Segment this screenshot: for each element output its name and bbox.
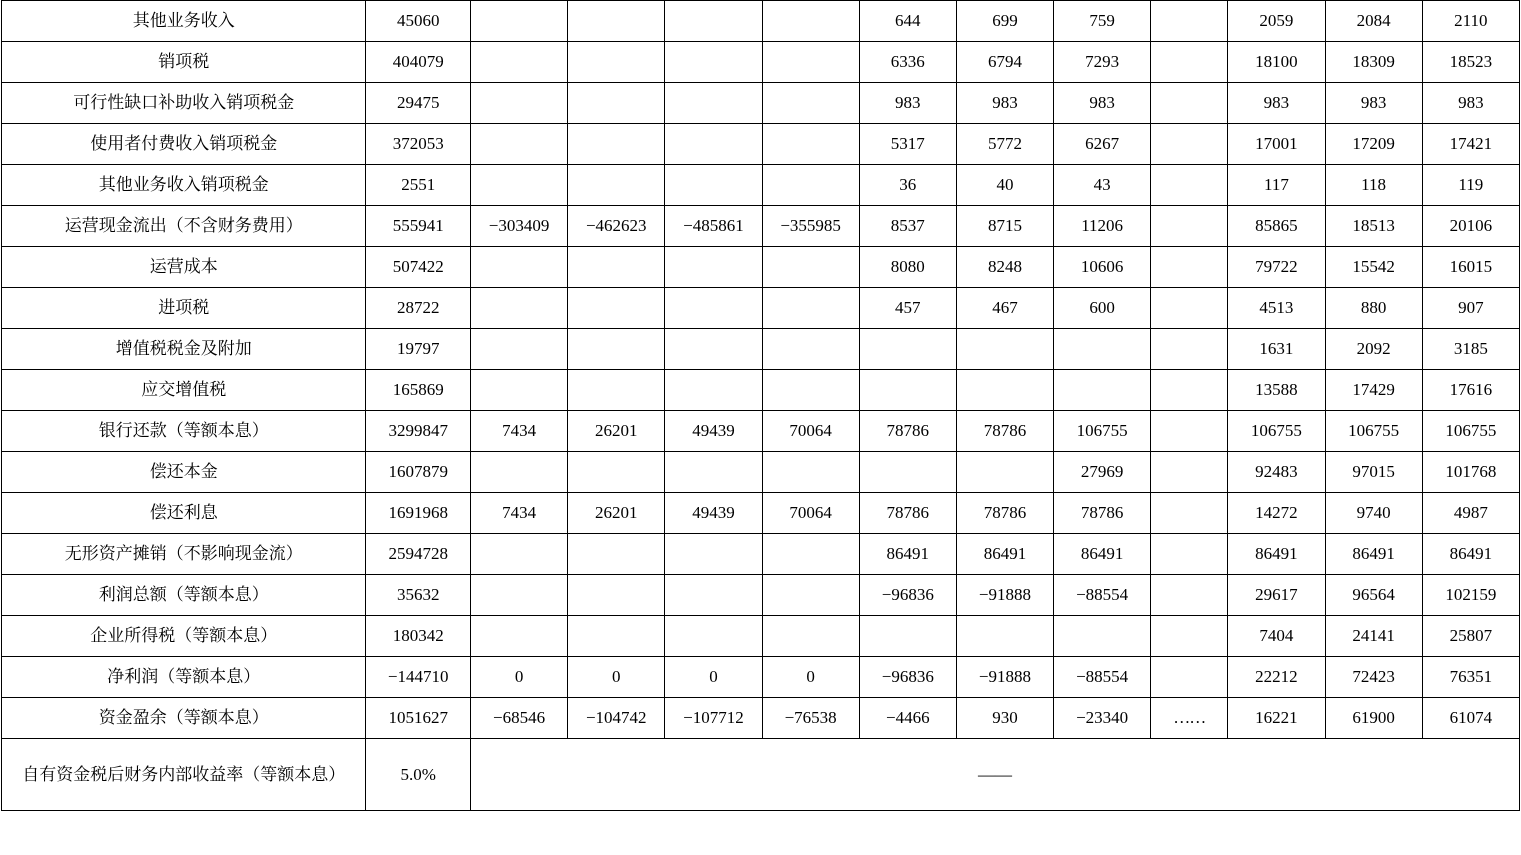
row-cell: 2059 <box>1228 1 1325 42</box>
table-row <box>2 616 1520 657</box>
row-cell: 457 <box>859 288 956 329</box>
row-cell <box>1054 370 1151 411</box>
row-cell-ellipsis: …… <box>1151 698 1228 739</box>
irr-value: 5.0% <box>366 739 471 811</box>
row-cell: 78786 <box>1054 493 1151 534</box>
row-cell <box>956 616 1053 657</box>
table-row <box>2 575 1520 616</box>
row-cell: 2084 <box>1325 1 1422 42</box>
table-body <box>2 1 1520 811</box>
row-cell: 106755 <box>1228 411 1325 452</box>
row-cell: 0 <box>471 657 568 698</box>
row-cell <box>762 1 859 42</box>
row-cell <box>471 124 568 165</box>
row-cell: 28722 <box>366 288 471 329</box>
row-cell <box>471 83 568 124</box>
row-cell-ellipsis <box>1151 493 1228 534</box>
row-label: 无形资产摊销（不影响现金流） <box>2 534 366 575</box>
row-cell: 4987 <box>1422 493 1519 534</box>
row-label: 进项税 <box>2 288 366 329</box>
table-row <box>2 247 1520 288</box>
row-label: 偿还利息 <box>2 493 366 534</box>
row-label: 使用者付费收入销项税金 <box>2 124 366 165</box>
row-cell-ellipsis <box>1151 1 1228 42</box>
row-cell: 180342 <box>366 616 471 657</box>
row-cell <box>665 288 762 329</box>
table-row <box>2 452 1520 493</box>
row-cell: 78786 <box>859 411 956 452</box>
row-cell: 0 <box>762 657 859 698</box>
row-cell: −91888 <box>956 657 1053 698</box>
row-label: 其他业务收入销项税金 <box>2 165 366 206</box>
table-row <box>2 206 1520 247</box>
row-cell: 70064 <box>762 493 859 534</box>
row-cell: 17616 <box>1422 370 1519 411</box>
row-cell: −355985 <box>762 206 859 247</box>
row-cell: 49439 <box>665 411 762 452</box>
irr-dash-cell: —— <box>471 739 1520 811</box>
row-cell: 1607879 <box>366 452 471 493</box>
row-cell <box>471 616 568 657</box>
table-row <box>2 534 1520 575</box>
row-cell <box>1054 616 1151 657</box>
row-cell: −107712 <box>665 698 762 739</box>
row-cell: 7434 <box>471 411 568 452</box>
row-cell: 880 <box>1325 288 1422 329</box>
row-cell: 507422 <box>366 247 471 288</box>
row-cell <box>568 1 665 42</box>
row-cell: 19797 <box>366 329 471 370</box>
table-row-irr <box>2 739 1520 811</box>
row-cell: 17001 <box>1228 124 1325 165</box>
row-cell: 86491 <box>859 534 956 575</box>
row-cell: 759 <box>1054 1 1151 42</box>
row-cell: 1691968 <box>366 493 471 534</box>
row-cell <box>568 575 665 616</box>
row-cell: 600 <box>1054 288 1151 329</box>
row-cell: 6336 <box>859 42 956 83</box>
table-row <box>2 288 1520 329</box>
row-cell: 5772 <box>956 124 1053 165</box>
row-cell: 61900 <box>1325 698 1422 739</box>
row-cell-ellipsis <box>1151 411 1228 452</box>
row-cell: 24141 <box>1325 616 1422 657</box>
row-cell: 2594728 <box>366 534 471 575</box>
row-cell: 117 <box>1228 165 1325 206</box>
row-cell <box>568 534 665 575</box>
row-cell <box>956 370 1053 411</box>
row-cell: 27969 <box>1054 452 1151 493</box>
row-cell: 101768 <box>1422 452 1519 493</box>
row-cell <box>762 124 859 165</box>
row-label: 企业所得税（等额本息） <box>2 616 366 657</box>
row-cell: 22212 <box>1228 657 1325 698</box>
row-cell <box>762 534 859 575</box>
row-cell <box>471 165 568 206</box>
row-cell <box>665 247 762 288</box>
row-label: 运营成本 <box>2 247 366 288</box>
row-cell: 7293 <box>1054 42 1151 83</box>
row-cell-ellipsis <box>1151 165 1228 206</box>
row-cell: −4466 <box>859 698 956 739</box>
row-cell: 983 <box>956 83 1053 124</box>
row-cell-ellipsis <box>1151 206 1228 247</box>
row-cell: 96564 <box>1325 575 1422 616</box>
row-cell: 1051627 <box>366 698 471 739</box>
table-row <box>2 165 1520 206</box>
row-cell: 78786 <box>956 411 1053 452</box>
row-cell: 49439 <box>665 493 762 534</box>
row-cell <box>471 575 568 616</box>
row-cell: −96836 <box>859 657 956 698</box>
row-cell: 3299847 <box>366 411 471 452</box>
row-label: 增值税税金及附加 <box>2 329 366 370</box>
row-cell: 8080 <box>859 247 956 288</box>
row-cell: 92483 <box>1228 452 1325 493</box>
row-cell: −462623 <box>568 206 665 247</box>
row-cell: −68546 <box>471 698 568 739</box>
row-cell: 7434 <box>471 493 568 534</box>
row-cell: 16221 <box>1228 698 1325 739</box>
row-cell <box>762 42 859 83</box>
row-cell: 930 <box>956 698 1053 739</box>
row-cell: 29617 <box>1228 575 1325 616</box>
row-cell: 983 <box>1228 83 1325 124</box>
table-row <box>2 42 1520 83</box>
row-cell-ellipsis <box>1151 247 1228 288</box>
row-cell: 18513 <box>1325 206 1422 247</box>
row-label: 运营现金流出（不含财务费用） <box>2 206 366 247</box>
row-cell: 97015 <box>1325 452 1422 493</box>
row-cell <box>762 329 859 370</box>
row-cell <box>859 329 956 370</box>
row-cell: 35632 <box>366 575 471 616</box>
row-cell <box>762 575 859 616</box>
row-cell: −303409 <box>471 206 568 247</box>
row-cell-ellipsis <box>1151 329 1228 370</box>
row-cell: 3185 <box>1422 329 1519 370</box>
row-cell: 17209 <box>1325 124 1422 165</box>
row-cell: 78786 <box>859 493 956 534</box>
row-cell: 7404 <box>1228 616 1325 657</box>
row-cell: 119 <box>1422 165 1519 206</box>
row-cell: 36 <box>859 165 956 206</box>
row-cell <box>762 452 859 493</box>
row-cell <box>568 616 665 657</box>
row-cell: 13588 <box>1228 370 1325 411</box>
table-row <box>2 698 1520 739</box>
row-cell <box>859 616 956 657</box>
row-cell: 0 <box>665 657 762 698</box>
row-cell <box>665 575 762 616</box>
row-cell: −23340 <box>1054 698 1151 739</box>
table-row <box>2 124 1520 165</box>
table-row <box>2 411 1520 452</box>
row-label: 偿还本金 <box>2 452 366 493</box>
row-cell-ellipsis <box>1151 42 1228 83</box>
row-cell <box>471 452 568 493</box>
row-cell: 86491 <box>1422 534 1519 575</box>
row-cell: 25807 <box>1422 616 1519 657</box>
row-cell: 2110 <box>1422 1 1519 42</box>
row-cell: 8248 <box>956 247 1053 288</box>
row-cell: 40 <box>956 165 1053 206</box>
row-cell <box>665 165 762 206</box>
row-cell: 983 <box>1325 83 1422 124</box>
row-cell: 20106 <box>1422 206 1519 247</box>
row-cell <box>568 42 665 83</box>
row-label: 销项税 <box>2 42 366 83</box>
table-row <box>2 83 1520 124</box>
row-cell: 18309 <box>1325 42 1422 83</box>
row-cell: 404079 <box>366 42 471 83</box>
row-cell-ellipsis <box>1151 370 1228 411</box>
row-cell <box>762 616 859 657</box>
row-label: 应交增值税 <box>2 370 366 411</box>
row-cell: −88554 <box>1054 575 1151 616</box>
row-cell: 106755 <box>1422 411 1519 452</box>
row-cell <box>471 370 568 411</box>
row-cell: 78786 <box>956 493 1053 534</box>
row-cell: 467 <box>956 288 1053 329</box>
row-cell <box>471 1 568 42</box>
row-cell <box>762 288 859 329</box>
row-label: 其他业务收入 <box>2 1 366 42</box>
row-cell: 85865 <box>1228 206 1325 247</box>
row-cell <box>568 165 665 206</box>
table-row <box>2 1 1520 42</box>
row-cell: 18100 <box>1228 42 1325 83</box>
row-cell: 17429 <box>1325 370 1422 411</box>
row-cell <box>762 247 859 288</box>
row-cell: 8715 <box>956 206 1053 247</box>
row-cell <box>568 329 665 370</box>
row-label: 可行性缺口补助收入销项税金 <box>2 83 366 124</box>
row-cell <box>568 288 665 329</box>
row-cell <box>471 247 568 288</box>
row-cell: 72423 <box>1325 657 1422 698</box>
row-cell: 11206 <box>1054 206 1151 247</box>
row-cell <box>471 288 568 329</box>
row-cell: 14272 <box>1228 493 1325 534</box>
row-cell-ellipsis <box>1151 575 1228 616</box>
row-cell <box>665 42 762 83</box>
row-cell: 16015 <box>1422 247 1519 288</box>
row-cell: 86491 <box>1325 534 1422 575</box>
row-cell: −76538 <box>762 698 859 739</box>
row-cell-ellipsis <box>1151 288 1228 329</box>
row-cell: 10606 <box>1054 247 1151 288</box>
row-cell: 983 <box>859 83 956 124</box>
table-row <box>2 370 1520 411</box>
row-cell: 86491 <box>956 534 1053 575</box>
row-cell: 4513 <box>1228 288 1325 329</box>
row-cell: 2551 <box>366 165 471 206</box>
row-cell: 102159 <box>1422 575 1519 616</box>
row-cell <box>1054 329 1151 370</box>
row-cell: 45060 <box>366 1 471 42</box>
row-cell-ellipsis <box>1151 657 1228 698</box>
row-cell <box>665 124 762 165</box>
row-cell: 15542 <box>1325 247 1422 288</box>
row-cell: 983 <box>1422 83 1519 124</box>
row-label: 净利润（等额本息） <box>2 657 366 698</box>
row-cell: 8537 <box>859 206 956 247</box>
row-cell: 76351 <box>1422 657 1519 698</box>
row-cell: 699 <box>956 1 1053 42</box>
row-cell: 9740 <box>1325 493 1422 534</box>
row-cell: 17421 <box>1422 124 1519 165</box>
row-cell <box>471 42 568 83</box>
row-cell: −96836 <box>859 575 956 616</box>
row-cell <box>568 370 665 411</box>
row-cell: 26201 <box>568 411 665 452</box>
row-cell <box>568 247 665 288</box>
row-label: 资金盈余（等额本息） <box>2 698 366 739</box>
row-cell: 26201 <box>568 493 665 534</box>
row-cell <box>471 534 568 575</box>
row-cell <box>665 616 762 657</box>
row-cell: −144710 <box>366 657 471 698</box>
row-cell-ellipsis <box>1151 534 1228 575</box>
row-cell <box>956 329 1053 370</box>
row-cell: −104742 <box>568 698 665 739</box>
row-cell <box>665 534 762 575</box>
table-row <box>2 493 1520 534</box>
row-label: 利润总额（等额本息） <box>2 575 366 616</box>
row-cell: 29475 <box>366 83 471 124</box>
row-cell <box>665 1 762 42</box>
row-cell: 555941 <box>366 206 471 247</box>
row-cell <box>568 83 665 124</box>
row-cell: 86491 <box>1054 534 1151 575</box>
row-cell: 1631 <box>1228 329 1325 370</box>
financial-projection-table <box>1 0 1520 811</box>
row-cell: 6794 <box>956 42 1053 83</box>
row-cell-ellipsis <box>1151 83 1228 124</box>
row-cell-ellipsis <box>1151 452 1228 493</box>
row-cell <box>471 329 568 370</box>
row-cell: 79722 <box>1228 247 1325 288</box>
row-cell-ellipsis <box>1151 616 1228 657</box>
row-cell <box>762 370 859 411</box>
row-cell <box>665 329 762 370</box>
row-cell <box>568 124 665 165</box>
row-cell: 18523 <box>1422 42 1519 83</box>
row-cell: 907 <box>1422 288 1519 329</box>
row-cell: 86491 <box>1228 534 1325 575</box>
row-cell: −88554 <box>1054 657 1151 698</box>
row-cell: 644 <box>859 1 956 42</box>
row-cell: 106755 <box>1325 411 1422 452</box>
row-cell-ellipsis <box>1151 124 1228 165</box>
row-cell: 372053 <box>366 124 471 165</box>
row-cell: −485861 <box>665 206 762 247</box>
row-cell <box>762 83 859 124</box>
irr-row-label: 自有资金税后财务内部收益率（等额本息） <box>2 739 366 811</box>
row-cell: 61074 <box>1422 698 1519 739</box>
row-cell: 106755 <box>1054 411 1151 452</box>
row-cell: 165869 <box>366 370 471 411</box>
table-row <box>2 657 1520 698</box>
table-row <box>2 329 1520 370</box>
row-cell <box>762 165 859 206</box>
row-cell: 6267 <box>1054 124 1151 165</box>
row-cell <box>568 452 665 493</box>
row-cell: 118 <box>1325 165 1422 206</box>
row-cell: 2092 <box>1325 329 1422 370</box>
row-cell <box>665 83 762 124</box>
row-cell: 43 <box>1054 165 1151 206</box>
row-cell <box>665 452 762 493</box>
row-cell: 983 <box>1054 83 1151 124</box>
row-cell: 0 <box>568 657 665 698</box>
row-cell <box>665 370 762 411</box>
row-cell <box>956 452 1053 493</box>
row-cell <box>859 370 956 411</box>
row-cell: 5317 <box>859 124 956 165</box>
row-cell <box>859 452 956 493</box>
row-cell: −91888 <box>956 575 1053 616</box>
row-cell: 70064 <box>762 411 859 452</box>
row-label: 银行还款（等额本息） <box>2 411 366 452</box>
